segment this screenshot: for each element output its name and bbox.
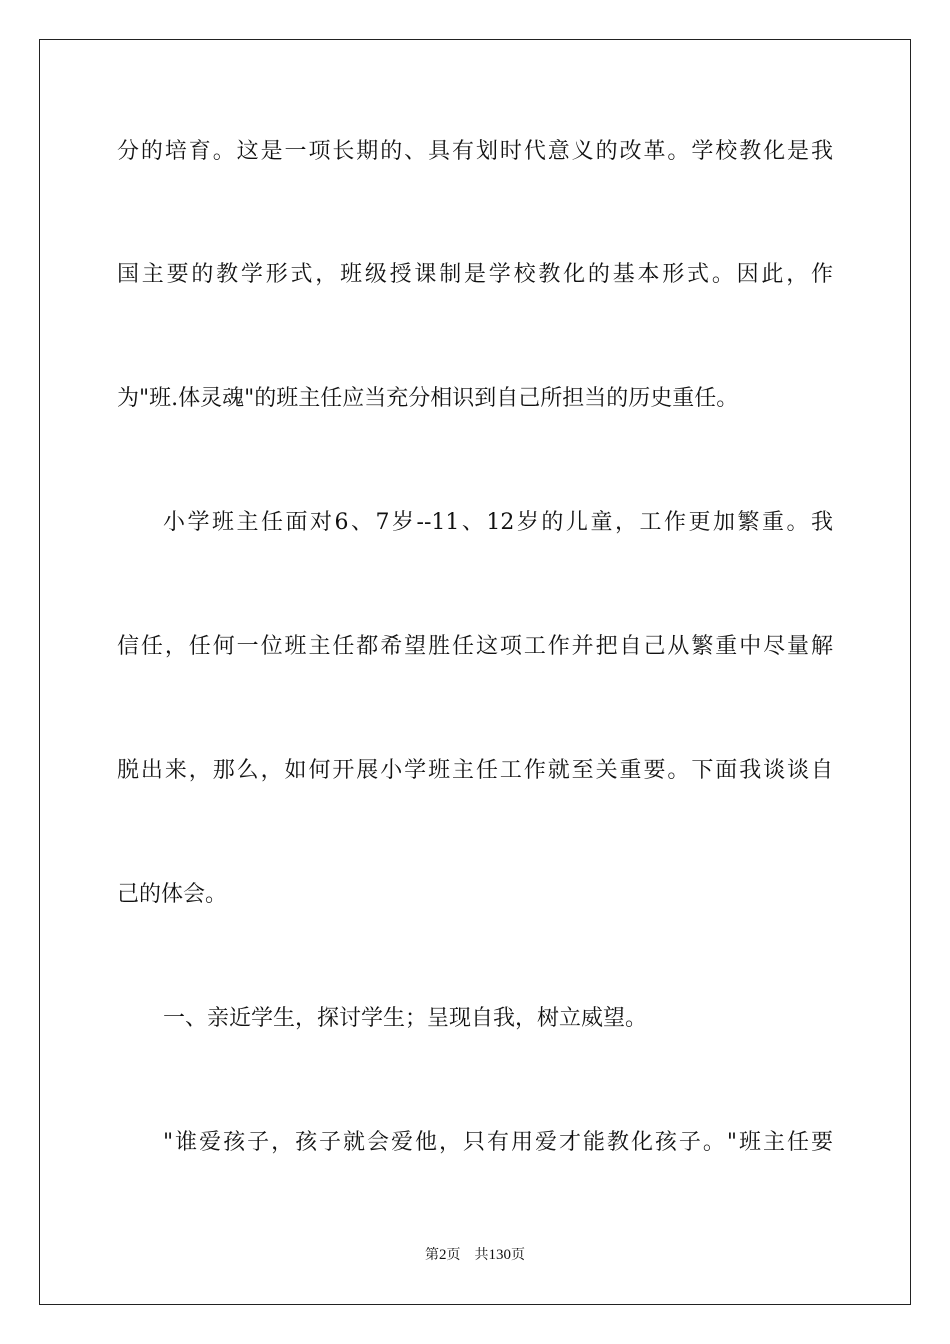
footer-total-prefix: 共 xyxy=(474,1247,489,1263)
footer-page-prefix: 第 xyxy=(425,1247,439,1263)
paragraph-line: "谁爱孩子，孩子就会爱他，只有用爱才能教化孩子。"班主任要 xyxy=(163,1130,833,1155)
paragraph-line: 国主要的教学形式，班级授课制是学校教化的基本形式。因此，作 xyxy=(117,262,833,287)
footer-page-number: 2 xyxy=(439,1247,447,1263)
page-border xyxy=(39,39,911,1305)
paragraph-line: 信任，任何一位班主任都希望胜任这项工作并把自己从繁重中尽量解 xyxy=(117,634,833,659)
paragraph-line: 小学班主任面对6、7岁--11、12岁的儿童，工作更加繁重。我 xyxy=(163,510,833,535)
footer-total-pages: 130 xyxy=(488,1247,511,1263)
paragraph-line: 脱出来，那么，如何开展小学班主任工作就至关重要。下面我谈谈自 xyxy=(117,758,833,783)
page-footer xyxy=(0,1245,950,1265)
footer-total-suffix: 页 xyxy=(511,1247,525,1263)
section-heading: 一、亲近学生，探讨学生；呈现自我，树立威望。 xyxy=(163,1006,648,1031)
paragraph-line: 己的体会。 xyxy=(117,882,228,907)
paragraph-line: 分的培育。这是一项长期的、具有划时代意义的改革。学校教化是我 xyxy=(117,139,833,164)
paragraph-line: 为"班.体灵魂"的班主任应当充分相识到自己所担当的历史重任。 xyxy=(117,386,739,411)
footer-page-suffix: 页 xyxy=(446,1247,461,1263)
